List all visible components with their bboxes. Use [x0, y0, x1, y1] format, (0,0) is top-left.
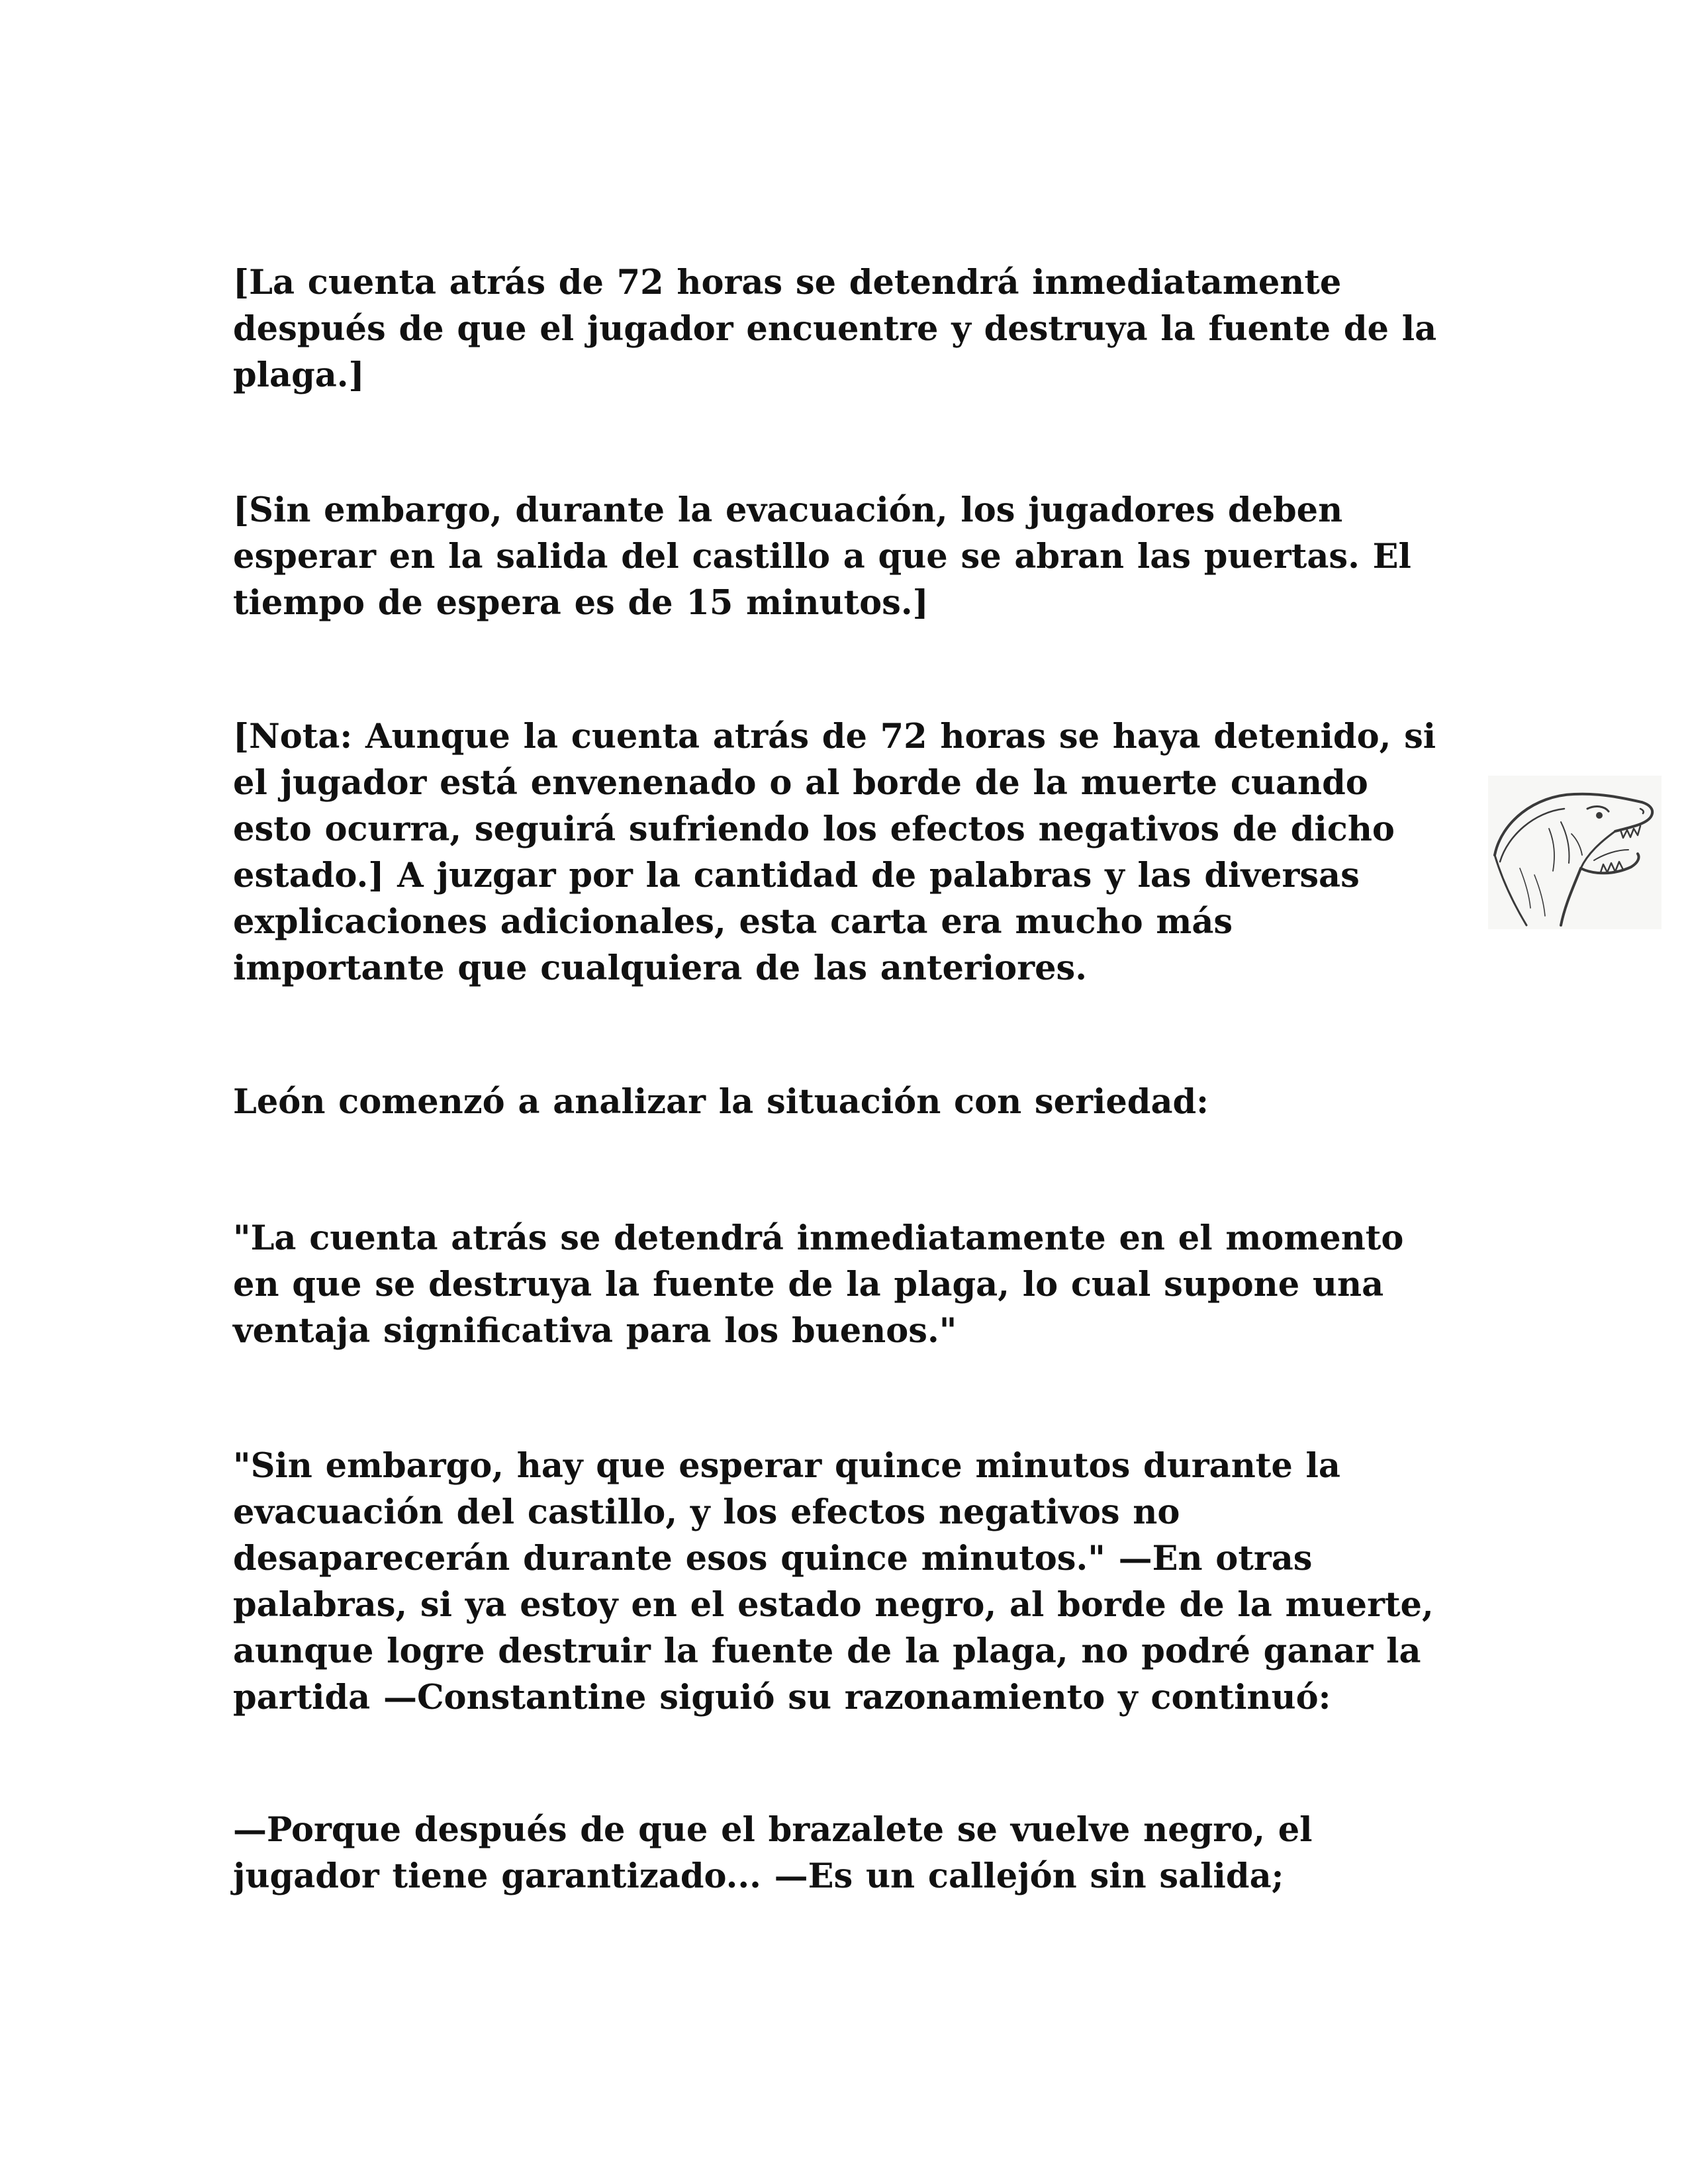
text-line: el jugador está envenenado o al borde de la muerte cuando — [233, 763, 1368, 803]
paragraph-note — [233, 713, 1451, 991]
text-line: tiempo de espera es de 15 minutos.] — [233, 583, 929, 623]
text-line: esto ocurra, seguirá sufriendo los efectos negativos de dicho — [233, 809, 1395, 849]
text-line: esperar en la salida del castillo a que se abran las puertas. El — [233, 537, 1411, 576]
text-line: estado.] A juzgar por la cantidad de palabras y las diversas — [233, 856, 1360, 895]
dinosaur-head-sketch-icon — [1488, 776, 1662, 929]
text-line: [Nota: Aunque la cuenta atrás de 72 horas se haya detenido, si — [233, 717, 1436, 756]
paragraph-quote-advantage — [233, 1215, 1451, 1354]
text-line: León comenzó a analizar la situación con seriedad: — [233, 1082, 1209, 1122]
text-line: explicaciones adicionales, esta carta era mucho más — [233, 902, 1233, 942]
text-line: después de que el jugador encuentre y destruya la fuente de la — [233, 309, 1437, 349]
text-line: [Sin embargo, durante la evacuación, los jugadores deben — [233, 490, 1343, 530]
text-line: —Porque después de que el brazalete se vuelve negro, el — [233, 1810, 1313, 1850]
text-line: en que se destruya la fuente de la plaga, lo cual supone una — [233, 1265, 1384, 1304]
paragraph-leon-analysis — [233, 1079, 1451, 1125]
paragraph-evacuation-wait — [233, 487, 1451, 626]
text-line: evacuación del castillo, y los efectos negativos no — [233, 1492, 1180, 1532]
text-line: jugador tiene garantizado... —Es un callejón sin salida; — [233, 1856, 1284, 1896]
text-line: importante que cualquiera de las anteriores. — [233, 948, 1087, 988]
text-line: [La cuenta atrás de 72 horas se detendrá inmediatamente — [233, 263, 1342, 302]
text-line: partida —Constantine siguió su razonamiento y continuó: — [233, 1678, 1331, 1717]
text-line: "Sin embargo, hay que esperar quince minutos durante la — [233, 1446, 1340, 1486]
paragraph-countdown-stop — [233, 259, 1451, 398]
text-line: desaparecerán durante esos quince minutos." —En otras — [233, 1539, 1313, 1578]
text-line: aunque logre destruir la fuente de la plaga, no podré ganar la — [233, 1631, 1421, 1671]
text-line: plaga.] — [233, 355, 365, 395]
text-line: palabras, si ya estoy en el estado negro, al borde de la muerte, — [233, 1585, 1434, 1625]
text-line: "La cuenta atrás se detendrá inmediatamente en el momento — [233, 1218, 1404, 1258]
paragraph-quote-wait — [233, 1443, 1451, 1721]
paragraph-bracelet — [233, 1807, 1451, 1899]
text-line: ventaja significativa para los buenos." — [233, 1311, 957, 1351]
